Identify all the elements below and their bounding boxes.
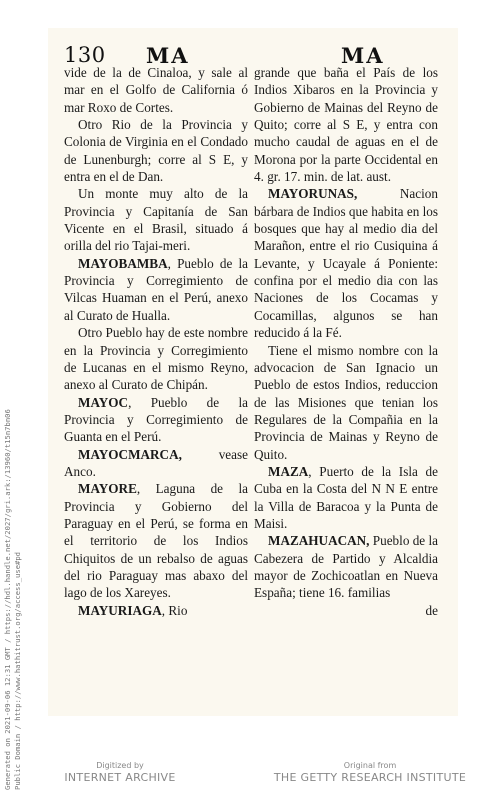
entry-headword: MAZA — [268, 463, 309, 479]
page-number: 130 — [64, 43, 106, 67]
catchword: de — [425, 602, 438, 618]
entry-headword: MAZAHUACAN, — [268, 533, 370, 549]
entry-mayobamba — [64, 255, 248, 324]
entry-text: Pueblo de la Cabezera de Partido y Alcaldia mayor de Zochicoatlan en Nueva España; tiene 16. familias — [254, 533, 438, 601]
entry-text: , Pueblo de la Provincia y Corregimiento de Guanta en el Perú. — [64, 394, 248, 445]
entry-headword: MAYORE — [78, 481, 137, 497]
right-continued-text: grande que baña el País de los Indios Xibaros en la Provincia y Gobierno de Mainas del Reyno de Quito; corre al S E, y entra con mucho caudal de aguas en el de Morona por la parte Occidental en 4. gr. 17. min. de lat. aust. — [254, 65, 438, 185]
generation-stamp — [3, 270, 23, 790]
footer-original-from — [250, 760, 490, 785]
entry-text: , Pueblo de la Provincia y Corregimiento de Vilcas Huaman en el Perú, anexo al Curato de Hualla. — [64, 255, 248, 323]
left-paragraph: Otro Pueblo hay de este nombre en la Provincia y Corregimiento de Lucanas en el mismo Reyno, anexo al Curato de Chipán. — [64, 325, 248, 393]
right-column — [254, 64, 438, 619]
right-paragraph: Tiene el mismo nombre con la advocacion de San Ignacio un Pueblo de estos Indios, reduccion de las Misiones que tenian los Regulares de la Compañia en la Provincia de Mainas y Reyno de Quito. — [254, 342, 438, 462]
entry-headword: MAYOCMARCA, — [78, 446, 182, 462]
left-column — [64, 64, 248, 619]
footer-getty-institute: THE GETTY RESEARCH INSTITUTE — [273, 771, 467, 784]
entry-mayorunas — [254, 185, 438, 341]
entry-text: , Rio — [161, 602, 188, 618]
entry-headword: MAYORUNAS, — [268, 186, 358, 202]
entry-maza — [254, 463, 438, 532]
entry-text: vease Anco. — [64, 446, 248, 479]
entry-text: , Puerto de la Isla de Cuba en la Costa del N N E entre la Villa de Baracoa y la Punta de Maisi. — [254, 463, 438, 531]
running-head-right: MA — [341, 43, 385, 68]
entry-mayoc — [64, 394, 248, 446]
entry-mayuriaga — [64, 602, 248, 619]
left-paragraph: Un monte muy alto de la Provincia y Capitanía de San Vicente en el Brasil, situado á orilla del rio Tajai-meri. — [64, 186, 248, 254]
running-head-left: MA — [146, 43, 190, 68]
entry-text: Nacion bárbara de Indios que habita en los bosques que hay al medio dia del Marañon, entre el rio Cusiquina á Levante, y Ucayale á Poniente: confina por el medio dia con las Naciones de los Cocamas y Cocamillas, algunos se han reducido á la Fé. — [254, 186, 438, 341]
left-paragraph: Otro Rio de la Provincia y Colonia de Virginia en el Condado de Lunenburgh; corre al S E, y entra en el de Dan. — [64, 117, 248, 185]
entry-text: , Laguna de la Provincia y Gobierno del Paraguay en el Perú, se forma en el territorio de los Indios Chiquitos de un rebalso de aguas del rio Paraguay mas abaxo del lago de los Xareyes. — [64, 481, 248, 601]
entry-mazahuacan — [254, 532, 438, 601]
footer-digitized-label: Digitized by — [96, 761, 144, 770]
footer-internet-archive: INTERNET ARCHIVE — [64, 771, 176, 784]
entry-headword: MAYOC — [78, 394, 129, 410]
generation-stamp-line: Generated on 2021-09-06 12:31 GMT / https://hdl.handle.net/2027/gri.ark:/13960/t15n7bn06 — [3, 409, 12, 790]
footer-digitized-by — [0, 760, 240, 785]
entry-mayore — [64, 480, 248, 601]
entry-headword: MAYURIAGA — [78, 602, 162, 618]
entry-mayocmarca — [64, 446, 248, 481]
left-continued-text: vide de la de Cinaloa, y sale al mar en el Golfo de California ó mar Roxo de Cortes. — [64, 65, 248, 115]
rights-stamp-line: Public Domain / http://www.hathitrust.org/access_use#pd — [13, 552, 22, 790]
footer-original-label: Original from — [343, 761, 397, 770]
entry-headword: MAYOBAMBA — [78, 255, 168, 271]
